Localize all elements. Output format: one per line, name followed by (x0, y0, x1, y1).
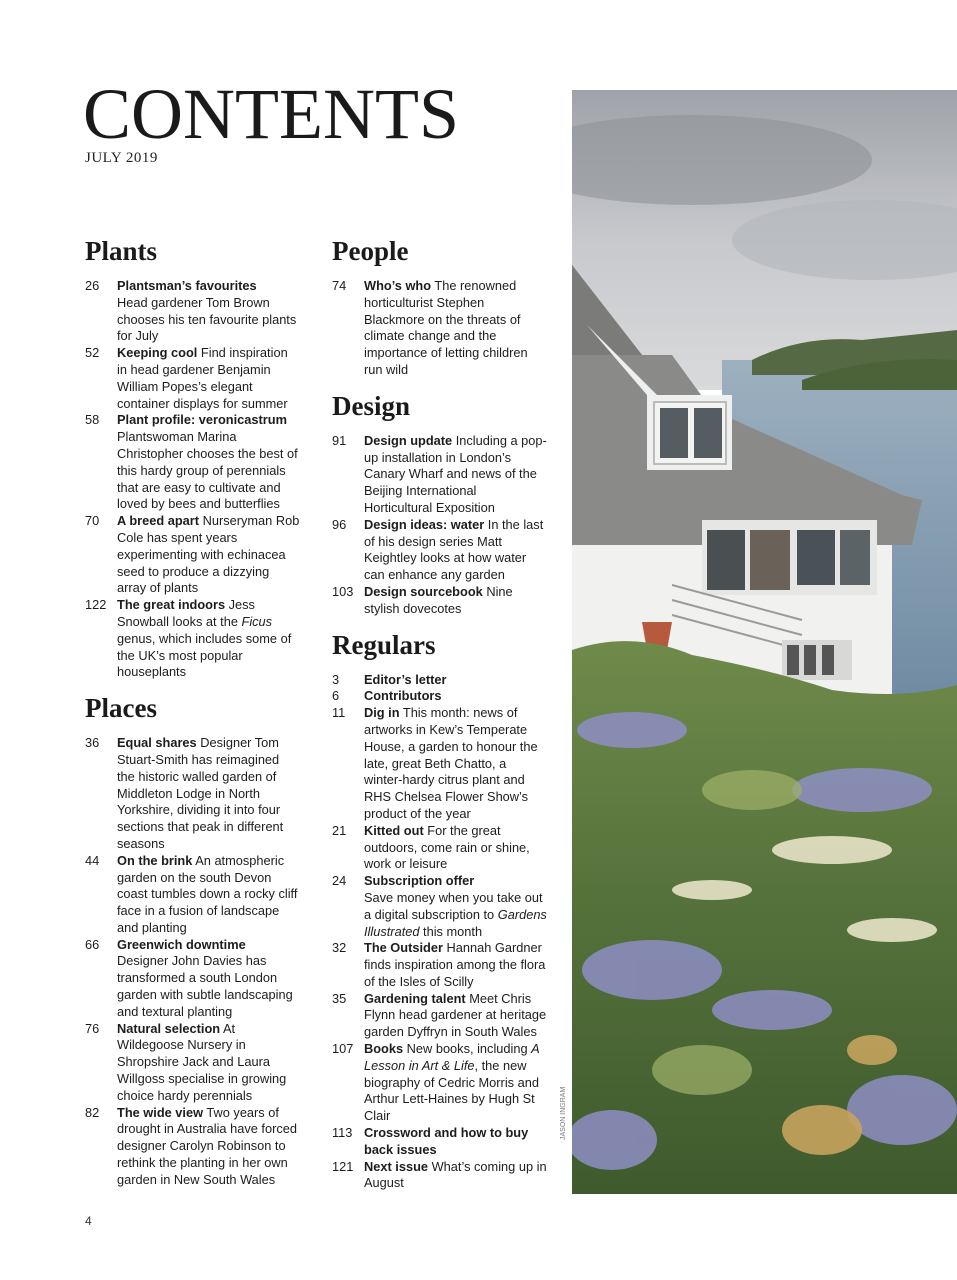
entry-title: Design sourcebook (364, 583, 483, 599)
entry-title: The wide view (117, 1104, 204, 1120)
entry-desc: Jess Snowball looks at the (117, 597, 255, 629)
entry-title: Who’s who (364, 278, 432, 293)
entry-desc: Two years of drought in Australia have forced designer Carolyn Robinson to rethink the planting in her own garden in New South Wales (117, 1104, 297, 1187)
contents-entry[interactable] (85, 1021, 300, 1105)
contents-entry[interactable] (85, 278, 300, 345)
entry-desc: , the new biography of Cedric Morris and Arthur Lett-Haines by Hugh St Clair (364, 1057, 539, 1124)
page-number: 52 (85, 345, 100, 361)
page-number: 96 (332, 516, 347, 532)
entry-desc: Find inspiration in head gardener Benjamin William Popes’s elegant container displays for summer (117, 345, 288, 411)
page-number: 11 (332, 705, 346, 721)
entry-title: Next issue (364, 1158, 429, 1174)
page-number: 122 (85, 597, 107, 613)
entry-desc: Meet Chris Flynn head gardener at heritage garden Dyffryn in South Wales (364, 990, 547, 1040)
section-heading: Places (85, 693, 157, 724)
entry-title: Equal shares (117, 735, 197, 751)
page-number: 36 (85, 735, 100, 751)
contents-entry[interactable] (332, 584, 547, 618)
section-heading: People (332, 236, 409, 266)
entry-desc: This month: news of artworks in Kew’s Temperate House, a garden to honour the late, great Beth Chatto, a winter-hardy citrus plant and RHS Chelsea Flower Show’s product of the year (364, 705, 538, 821)
contents-entry[interactable] (332, 1041, 547, 1125)
entry-title: Subscription offer (364, 873, 475, 889)
contents-entry[interactable] (332, 705, 547, 823)
page-number: 82 (85, 1104, 100, 1120)
entry-desc: In the last of his design series Matt Keightley looks at how water can enhance any garden (364, 516, 544, 583)
page-number: 121 (332, 1158, 354, 1174)
page-number: 70 (85, 513, 100, 529)
contents-entry[interactable] (332, 991, 547, 1041)
page-number: 32 (332, 940, 347, 956)
entry-desc-italic: Ficus (241, 613, 273, 629)
entry-title: Greenwich downtime (117, 936, 246, 952)
page-number: 26 (85, 278, 100, 293)
entry-desc: this month (423, 923, 483, 939)
page-number-footer: 4 (85, 1214, 92, 1228)
contents-entry[interactable] (332, 823, 547, 873)
entry-title: Dig in (364, 705, 400, 721)
entry-title: Natural selection (117, 1020, 221, 1036)
page-title: CONTENTS (83, 74, 459, 154)
contents-entry[interactable] (85, 1105, 300, 1189)
entry-title: Keeping cool (117, 345, 198, 361)
contents-entry[interactable] (85, 412, 300, 513)
page-number: 91 (332, 432, 347, 448)
page-number: 66 (85, 936, 100, 952)
middle-column (332, 236, 547, 1198)
feature-photo (572, 90, 957, 1194)
contents-entry[interactable] (332, 873, 547, 940)
entry-title: The Outsider (364, 940, 443, 956)
contents-entry[interactable] (85, 853, 300, 937)
contents-entry[interactable] (332, 278, 547, 379)
entry-desc: An atmospheric garden on the south Devon coast tumbles down a rocky cliff face in a fusion of landscape and planting (117, 852, 298, 935)
contents-entry[interactable] (332, 1159, 547, 1193)
entry-title: Crossword and how to buy back issues (364, 1125, 529, 1157)
entry-title: Editor’s letter (364, 671, 447, 687)
entry-desc: New books, including (406, 1041, 528, 1057)
entry-desc: Save money when you take out a digital subscription to (364, 889, 543, 922)
page-number: 76 (85, 1020, 100, 1036)
entry-desc: Hannah Gardner finds inspiration among the flora of the Isles of Scilly (364, 940, 546, 989)
contents-entry[interactable] (85, 937, 300, 1021)
entry-title: On the brink (117, 852, 193, 868)
entry-desc: Designer Tom Stuart-Smith has reimagined the historic walled garden of Middleton Lodge in North Yorkshire, dividing it into four sections that peak in different seasons (117, 735, 284, 851)
page-number: 113 (332, 1125, 353, 1141)
contents-entry[interactable] (332, 688, 547, 705)
page-number: 103 (332, 583, 354, 599)
page-number: 74 (332, 278, 347, 293)
contents-entry[interactable] (85, 345, 300, 412)
entry-desc-italic: Gardens Illustrated (364, 906, 547, 939)
entry-title: Contributors (364, 688, 442, 704)
section-plants (85, 236, 300, 681)
entry-title: Books (364, 1041, 404, 1057)
section-heading: Plants (85, 236, 158, 266)
entry-title: Kitted out (364, 822, 424, 838)
page-number: 6 (332, 688, 340, 704)
entry-title: Design update (364, 432, 453, 448)
entry-title: The great indoors (117, 597, 226, 613)
page-number: 35 (332, 990, 347, 1006)
section-places (85, 693, 300, 1189)
entry-desc: The renowned horticulturist Stephen Blackmore on the threats of climate change and the importance of letting children run wild (364, 278, 528, 377)
entry-title: Gardening talent (364, 990, 466, 1006)
section-heading: Regulars (332, 629, 436, 660)
contents-entry[interactable] (332, 433, 547, 517)
section-design (332, 391, 547, 618)
entry-desc: What’s coming up in August (364, 1158, 547, 1191)
section-regulars (332, 630, 547, 1193)
page-number: 107 (332, 1041, 354, 1057)
page-number: 3 (332, 671, 340, 687)
entry-desc: Nine stylish dovecotes (364, 583, 513, 616)
entry-title: Plantsman’s favourites (117, 278, 257, 293)
entry-desc: Designer John Davies has transformed a south London garden with subtle landscaping and textural planting (117, 953, 293, 1019)
page-number: 58 (85, 412, 100, 428)
left-column (85, 236, 300, 1195)
entry-title: A breed apart (117, 513, 200, 529)
contents-entry[interactable] (332, 672, 547, 689)
entry-desc: For the great outdoors, come rain or shine, work or leisure (364, 822, 530, 872)
contents-entry[interactable] (332, 940, 547, 990)
section-people (332, 236, 547, 379)
contents-entry[interactable] (85, 735, 300, 853)
contents-entry[interactable] (332, 517, 547, 584)
entry-desc: At Wildegoose Nursery in Shropshire Jack and Laura Willgoss specialise in growing choice hardy perennials (117, 1020, 287, 1103)
entry-desc: Plantswoman Marina Christopher chooses the best of this hardy group of perennials that are easy to cultivate and loved by bees and butterflies (117, 429, 298, 512)
page-number: 21 (332, 822, 347, 838)
entry-desc-italic: A Lesson in Art & Life (364, 1041, 540, 1073)
photo-credit: JASON INGRAM (560, 1086, 567, 1140)
entry-title: Plant profile: veronicastrum (117, 412, 287, 428)
entry-desc: genus, which includes some of the UK’s most popular houseplants (117, 630, 292, 680)
entry-desc: Including a pop-up installation in London’s Canary Wharf and news of the Beijing International Horticultural Exposition (364, 432, 547, 515)
contents-entry[interactable] (85, 513, 300, 597)
contents-entry[interactable] (332, 1125, 547, 1159)
contents-entry[interactable] (85, 597, 300, 681)
page-number: 44 (85, 852, 100, 868)
entry-title: Design ideas: water (364, 516, 485, 532)
entry-desc: Head gardener Tom Brown chooses his ten favourite plants for July (117, 294, 297, 344)
issue-date: JULY 2019 (85, 150, 158, 166)
page-number: 24 (332, 873, 347, 889)
section-heading: Design (332, 390, 411, 421)
entry-desc: Nurseryman Rob Cole has spent years experimenting with echinacea seed to produce a dizzying array of plants (117, 513, 300, 596)
